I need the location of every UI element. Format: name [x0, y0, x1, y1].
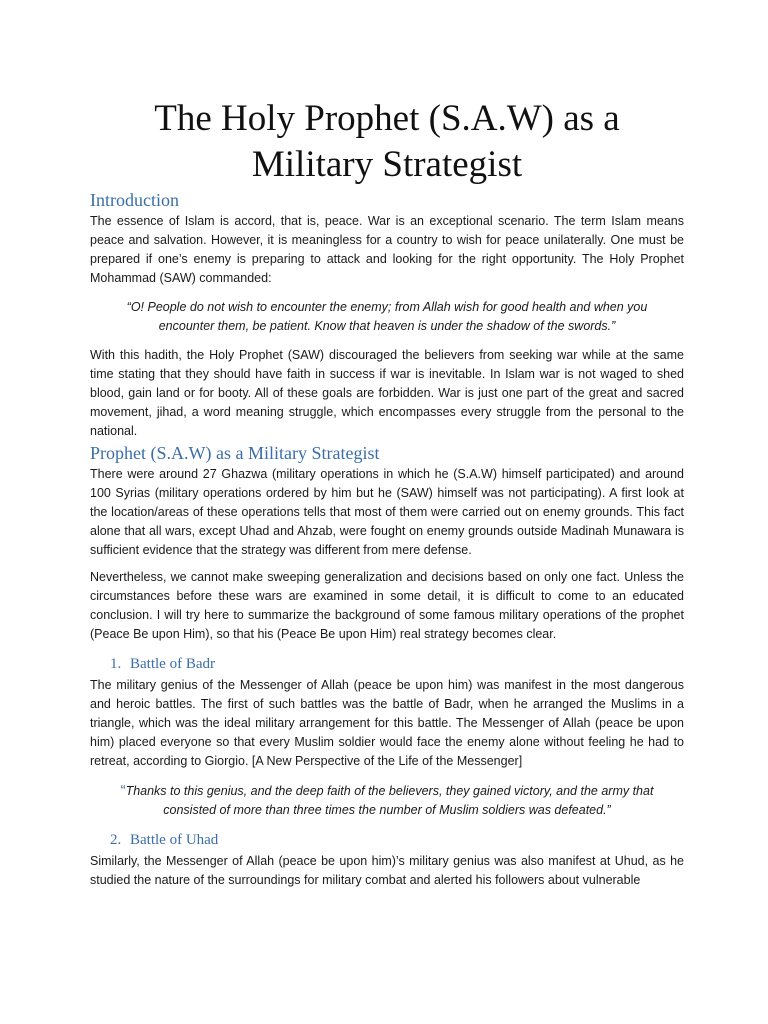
- intro-paragraph-2: With this hadith, the Holy Prophet (SAW) discouraged the believers from seeking war while at the same time stating that they should have faith in success if war is inevitable. In Islam war is not waged to shed blood, gain land or for booty. All of these goals are forbidden. War is just one part of the great and sacred movement, jihad, a word meaning struggle, which encompasses every struggle from the personal to the national.: [90, 348, 684, 438]
- paragraph-spacer: [90, 560, 684, 568]
- badr-paragraph: The military genius of the Messenger of Allah (peace be upon him) was manifest in the most dangerous and heroic battles. The first of such battles was the battle of Badr, when he arranged the Muslims in a triangle, which was the ideal military arrangement for this battle. The Messenger of Allah (peace be upon him) placed everyone so that every Muslim soldier would face the enemy alone without feeling he had to retreat, according to Giorgio. [A New Perspective of the Life of the Messenger]: [90, 678, 684, 768]
- intro-quote: “O! People do not wish to encounter the enemy; from Allah wish for good health and when you encounter them, be patient. Know that heaven is under the shadow of the swords.”: [126, 300, 648, 333]
- subheading-label: Battle of Uhad: [130, 832, 219, 848]
- uhad-paragraph: Similarly, the Messenger of Allah (peace be upon him)’s military genius was also manifest at Uhud, as he studied the nature of the surroundings for military combat and alerted his followers about vulnerable: [90, 854, 684, 887]
- subheading-battle-of-uhad: [110, 830, 684, 850]
- list-number: 2.: [110, 832, 122, 848]
- strategist-paragraph-2: Nevertheless, we cannot make sweeping generalization and decisions based on only one fact. Unless the circumstances before these wars are examined in some detail, it is difficult to come to an educated conclusion. I will try here to summarize the background of some famous military operations of the prophet (Peace Be upon Him), so that his (Peace Be upon Him) real strategy becomes clear.: [90, 570, 684, 641]
- subheading-battle-of-badr: [110, 654, 684, 674]
- list-number: 1.: [110, 656, 122, 672]
- badr-quote: [116, 781, 658, 820]
- strategist-paragraph-1: There were around 27 Ghazwa (military operations in which he (S.A.W) himself participated) and around 100 Syrias (military operations ordered by him but he (SAW) himself was not participating). A first look at the location/areas of these operations tells that most of them were carried out on enemy grounds. This fact alone that all wars, except Uhad and Ahzab, were fought on enemy grounds outside Madinah Munawara is sufficient evidence that the strategy was different from mere defense.: [90, 467, 684, 557]
- section-heading-introduction: Introduction: [90, 190, 179, 210]
- intro-paragraph-1: The essence of Islam is accord, that is, peace. War is an exceptional scenario. The term Islam means peace and salvation. However, it is meaningless for a country to wish for peace unilaterally. One must be prepared if one’s enemy is preparing to attack and looking for the right opportunity. The Holy Prophet Mohammad (SAW) commanded:: [90, 214, 684, 285]
- badr-quote-text: Thanks to this genius, and the deep faith of the believers, they gained victory, and the army that consisted of more than three times the number of Muslim soldiers was defeated.”: [125, 784, 654, 817]
- quote-mark: “: [120, 782, 126, 799]
- page-title: The Holy Prophet (S.A.W) as a Military Strategist: [154, 98, 620, 185]
- section-heading-strategist: Prophet (S.A.W) as a Military Strategist: [90, 443, 380, 463]
- subheading-label: Battle of Badr: [130, 656, 215, 672]
